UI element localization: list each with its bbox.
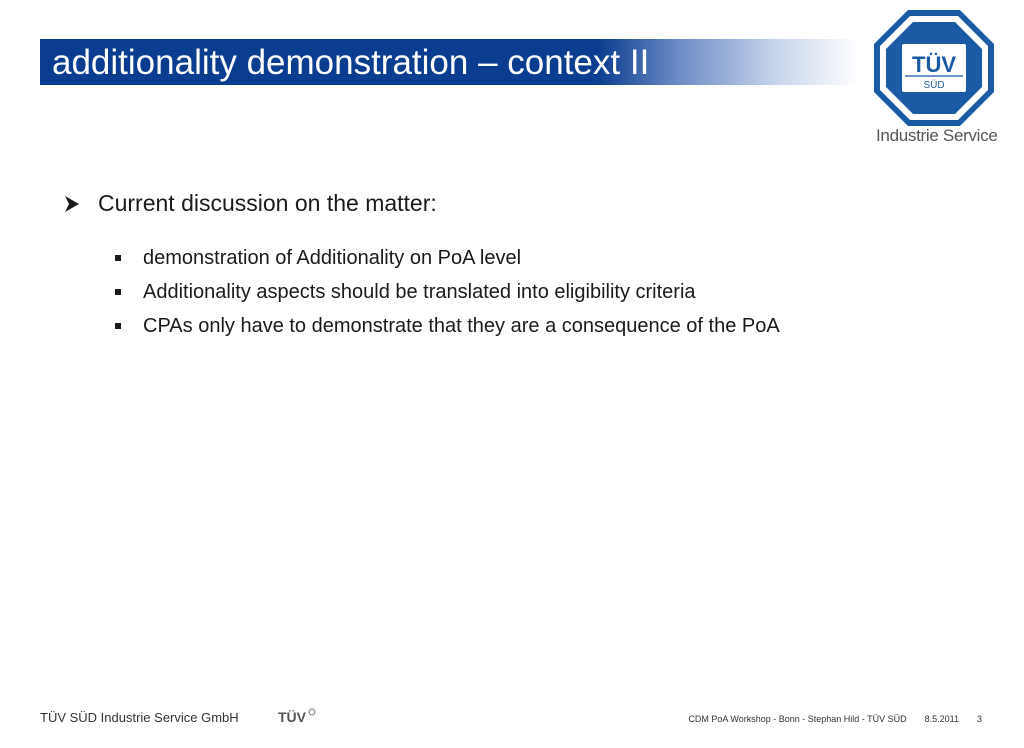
square-bullet-icon	[115, 323, 121, 329]
square-bullet-icon	[115, 255, 121, 261]
footer-tuv-logo	[278, 708, 318, 724]
svg-text:TÜV: TÜV	[912, 52, 956, 77]
page-title: additionality demonstration – context II	[52, 43, 650, 82]
list-item-text: Additionality aspects should be translated into eligibility criteria	[143, 281, 696, 303]
footer-company: TÜV SÜD Industrie Service GmbH	[40, 710, 239, 725]
footer-event: CDM PoA Workshop - Bonn - Stephan Hild - TÜV SÜD	[688, 714, 907, 724]
footer-page-number: 3	[976, 714, 982, 724]
tuv-sud-logo	[872, 8, 996, 128]
footer-info	[688, 714, 982, 724]
list-item	[115, 244, 795, 272]
footer-date: 8.5.2011	[924, 714, 959, 724]
logo-subtitle: Industrie Service	[876, 126, 998, 145]
list-item-text: CPAs only have to demonstrate that they are a consequence of the PoA	[143, 315, 780, 337]
list-item	[115, 278, 795, 306]
sub-bullet-list	[115, 244, 795, 346]
main-bullet-text: Current discussion on the matter:	[98, 190, 437, 216]
arrow-bullet-icon	[62, 194, 82, 214]
list-item	[115, 312, 795, 340]
svg-text:TÜV: TÜV	[278, 709, 306, 724]
list-item-text: demonstration of Additionality on PoA level	[143, 247, 522, 269]
square-bullet-icon	[115, 289, 121, 295]
svg-text:SÜD: SÜD	[923, 80, 945, 91]
main-bullet	[62, 190, 437, 217]
